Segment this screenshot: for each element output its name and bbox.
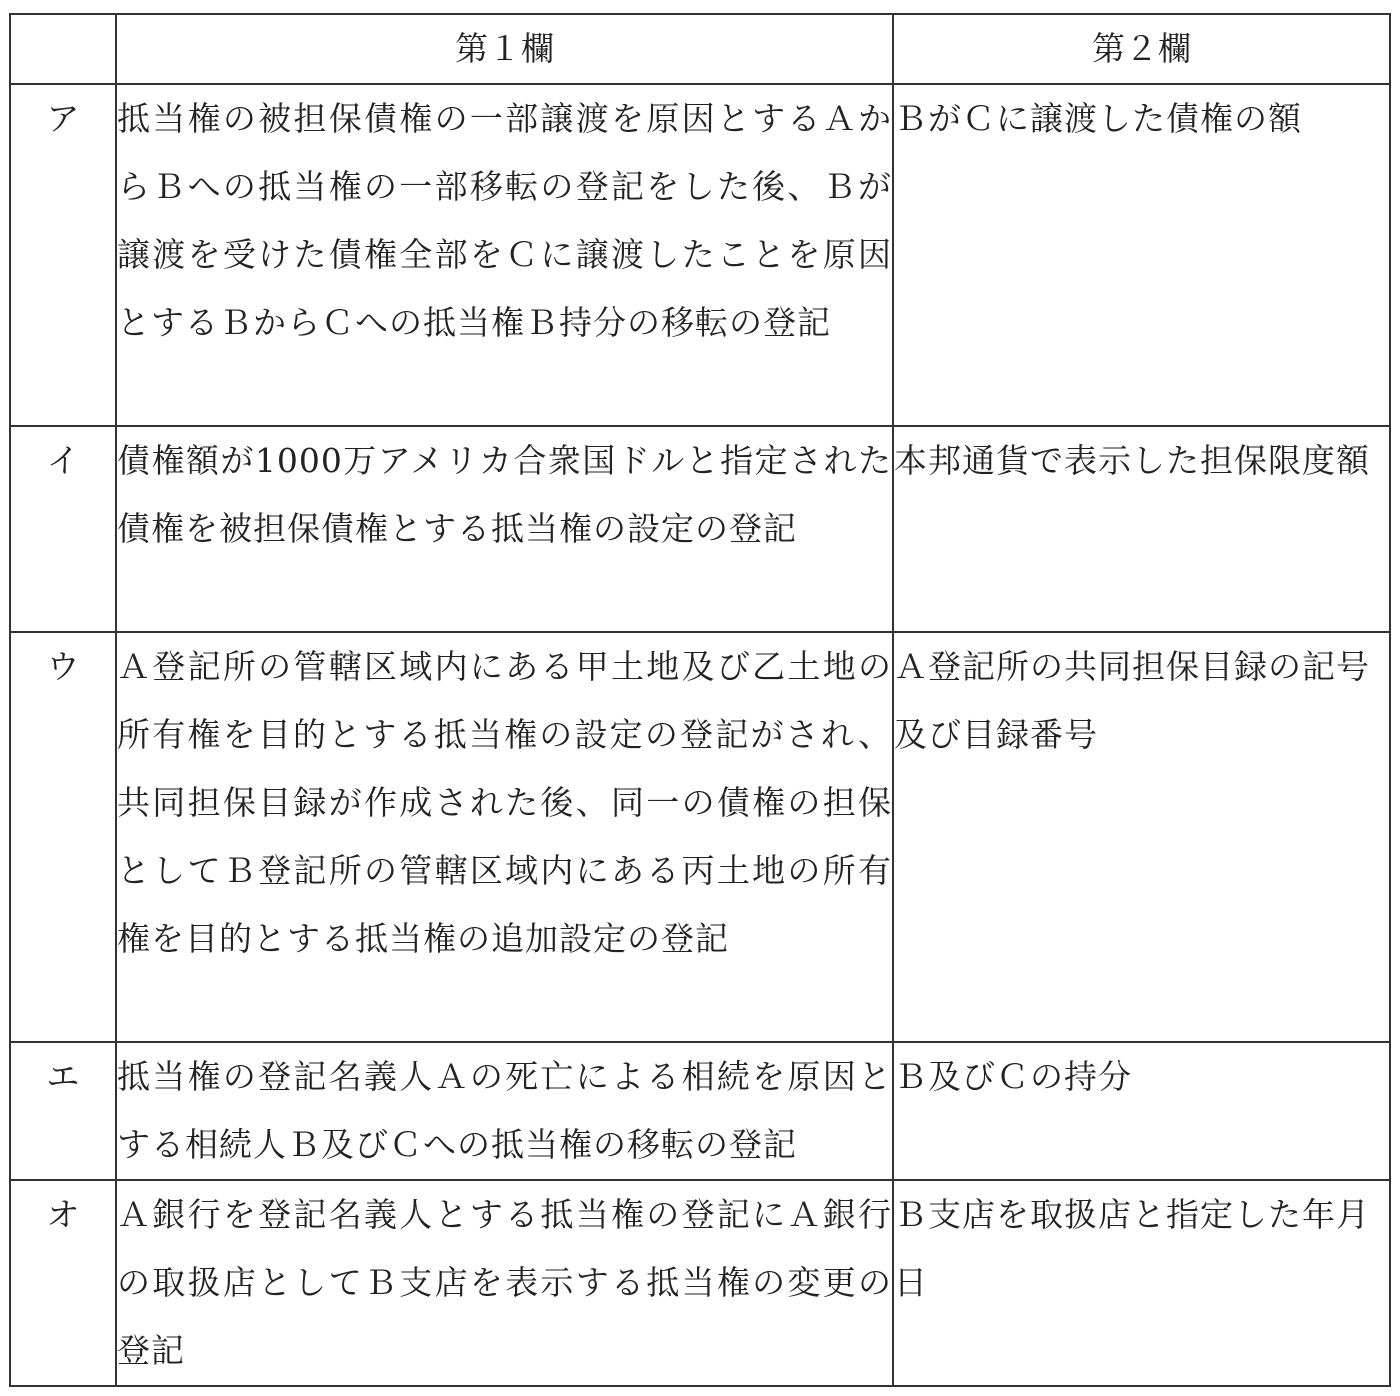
row-label: オ (10, 1180, 116, 1386)
table-header-row (10, 14, 1390, 84)
row-label: エ (10, 1042, 116, 1180)
row-label: ウ (10, 632, 116, 1042)
table-row (10, 1042, 1390, 1180)
question-table (9, 13, 1391, 1387)
col2-cell: Ｂ支店を取扱店と指定した年月日 (893, 1180, 1390, 1386)
row-label: イ (10, 426, 116, 632)
table-row (10, 1180, 1390, 1386)
table-row (10, 632, 1390, 1042)
col1-cell: 抵当権の被担保債権の一部譲渡を原因とするＡからＢへの抵当権の一部移転の登記をした後、Ｂが譲渡を受けた債権全部をＣに譲渡したことを原因とするＢからＣへの抵当権Ｂ持分の移転の登記 (116, 84, 893, 426)
table-row (10, 84, 1390, 426)
table-row (10, 426, 1390, 632)
header-col1: 第１欄 (116, 14, 893, 84)
col2-cell: ＢがＣに譲渡した債権の額 (893, 84, 1390, 426)
col1-cell: Ａ銀行を登記名義人とする抵当権の登記にＡ銀行の取扱店としてＢ支店を表示する抵当権の変更の登記 (116, 1180, 893, 1386)
row-label: ア (10, 84, 116, 426)
header-blank-cell (10, 14, 116, 84)
col2-cell: Ａ登記所の共同担保目録の記号及び目録番号 (893, 632, 1390, 1042)
col2-cell: 本邦通貨で表示した担保限度額 (893, 426, 1390, 632)
col1-cell: Ａ登記所の管轄区域内にある甲土地及び乙土地の所有権を目的とする抵当権の設定の登記がされ、共同担保目録が作成された後、同一の債権の担保としてＢ登記所の管轄区域内にある丙土地の所有権を目的とする抵当権の追加設定の登記 (116, 632, 893, 1042)
col1-cell: 抵当権の登記名義人Ａの死亡による相続を原因とする相続人Ｂ及びＣへの抵当権の移転の登記 (116, 1042, 893, 1180)
header-col2: 第２欄 (893, 14, 1390, 84)
col2-cell: Ｂ及びＣの持分 (893, 1042, 1390, 1180)
col1-cell: 債権額が1000万アメリカ合衆国ドルと指定された債権を被担保債権とする抵当権の設定の登記 (116, 426, 893, 632)
